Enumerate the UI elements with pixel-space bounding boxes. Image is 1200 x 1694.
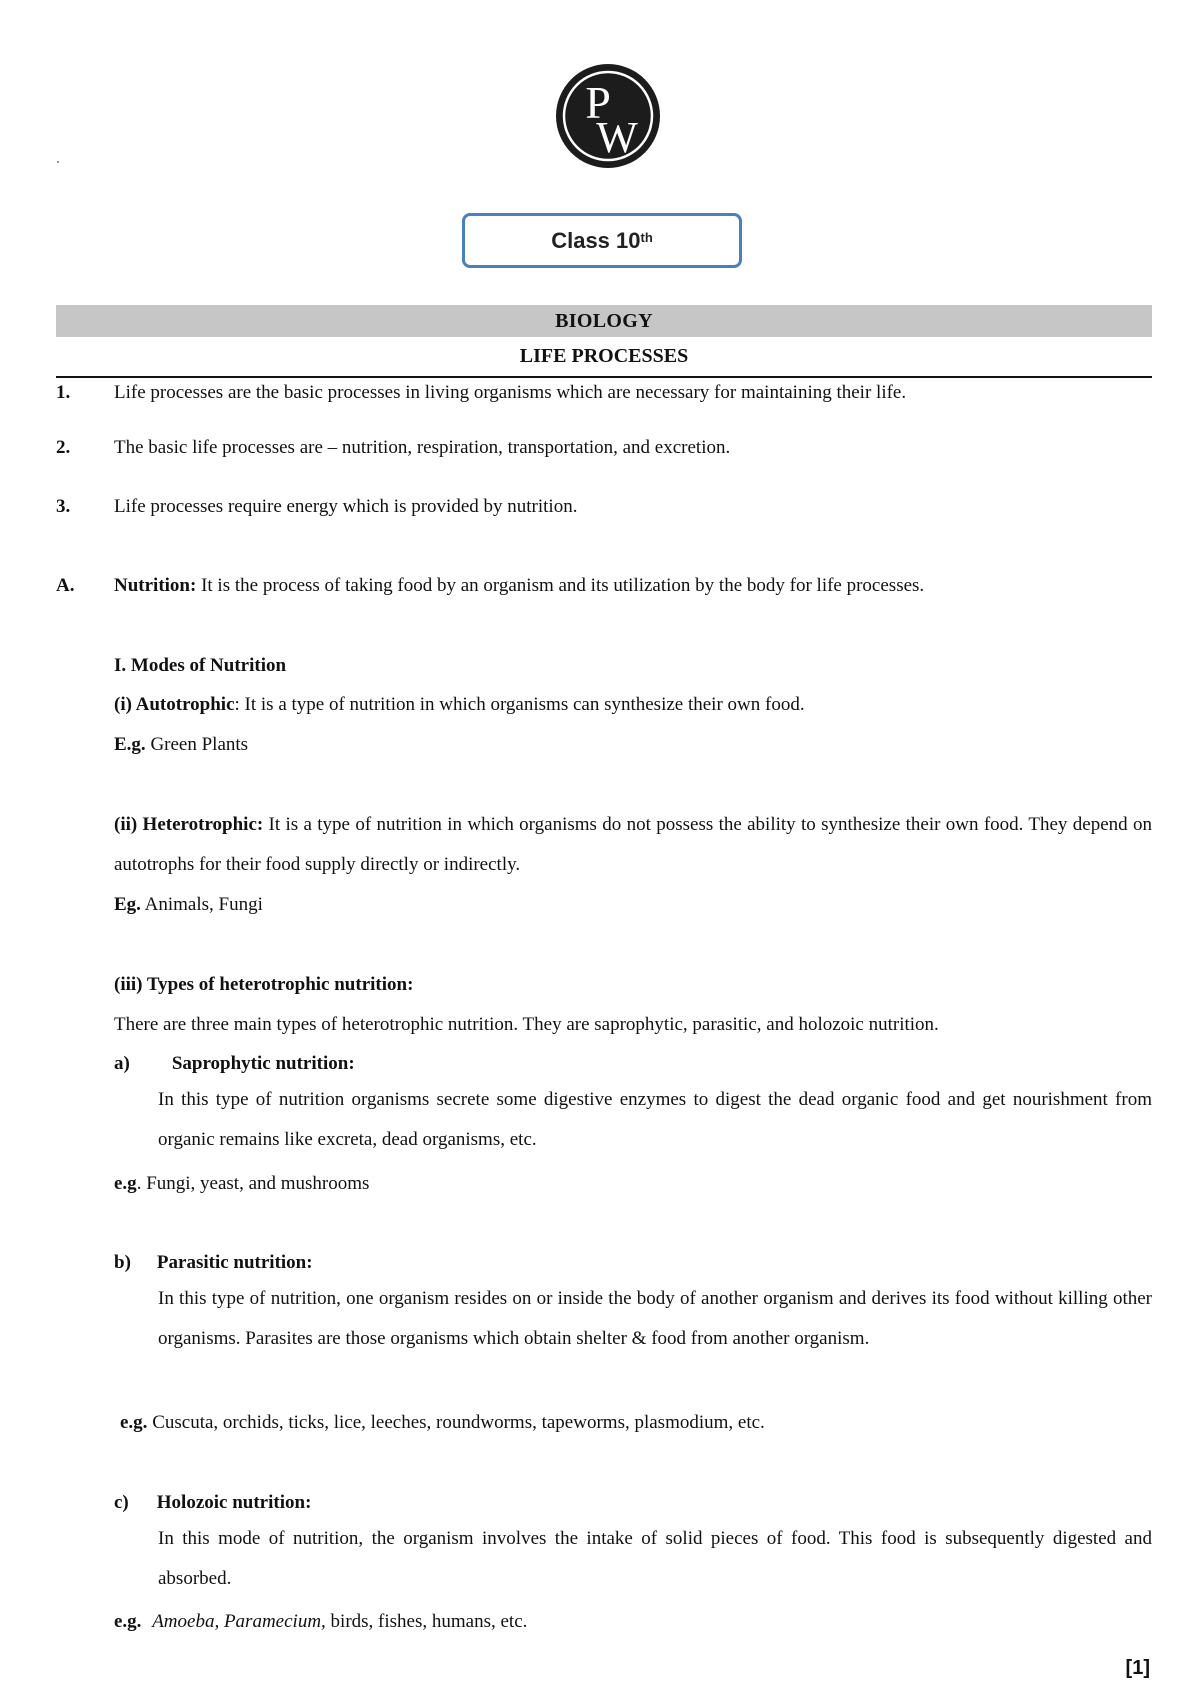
- example-italic: Amoeba, Paramecium,: [152, 1611, 326, 1632]
- list-number: 2.: [56, 437, 71, 458]
- chapter-title-text: LIFE PROCESSES: [519, 344, 689, 367]
- page-number: [1]: [1125, 1657, 1150, 1679]
- holozoic-text: In this mode of nutrition, the organism involves the intake of solid pieces of food. This food is subsequently digested and absorbed.: [158, 1528, 1152, 1589]
- class-label: Class 10: [551, 227, 641, 253]
- example-text: . Fungi, yeast, and mushrooms: [136, 1173, 370, 1194]
- heterotrophic-text: It is a type of nutrition in which organisms do not possess the ability to synthesize their own food. They depend on autotrophs for their food supply directly or indirectly.: [114, 814, 1152, 875]
- parasitic-example: [120, 1411, 1158, 1435]
- autotrophic-definition: [114, 693, 1152, 717]
- pw-logo: [555, 60, 661, 172]
- header-divider: [56, 376, 1152, 378]
- item-title: Saprophytic nutrition:: [171, 1053, 355, 1074]
- example-text: Green Plants: [145, 734, 249, 755]
- class-suffix: th: [640, 230, 653, 245]
- heterotrophic-label: (ii) Heterotrophic:: [114, 814, 264, 835]
- heterotrophic-definition: [114, 805, 1152, 885]
- types-intro: There are three main types of heterotrophic nutrition. They are saprophytic, parasitic, and holozoic nutrition.: [114, 1014, 939, 1035]
- saprophytic-text: In this type of nutrition organisms secrete some digestive enzymes to digest the dead organic food and get nourishment from organic remains like excreta, dead organisms, etc.: [158, 1089, 1152, 1150]
- example-label: e.g.: [120, 1412, 148, 1433]
- svg-text:P: P: [585, 77, 611, 128]
- holozoic-example: [114, 1610, 1152, 1634]
- subject-bar: [56, 305, 1152, 337]
- autotrophic-label: (i) Autotrophic: [114, 694, 235, 715]
- heterotrophic-example: [114, 893, 1152, 917]
- example-text: birds, fishes, humans, etc.: [325, 1611, 528, 1632]
- example-text: Animals, Fungi: [140, 894, 263, 915]
- stray-dot: [57, 161, 59, 163]
- holozoic-heading: [114, 1491, 1152, 1515]
- autotrophic-text: : It is a type of nutrition in which organisms can synthesize their own food.: [234, 694, 805, 715]
- autotrophic-example: [114, 733, 1152, 757]
- saprophytic-example: [114, 1172, 1152, 1196]
- item-marker: a): [114, 1053, 130, 1074]
- parasitic-text: In this type of nutrition, one organism resides on or inside the body of another organism and derives its food without killing other organisms. Parasites are those organisms which obtain shelter & food from another organism.: [158, 1288, 1152, 1349]
- example-label: e.g.: [114, 1611, 142, 1632]
- section-definition: It is the process of taking food by an organism and its utilization by the body for life processes.: [196, 575, 925, 596]
- example-text: Cuscuta, orchids, ticks, lice, leeches, roundworms, tapeworms, plasmodium, etc.: [147, 1412, 765, 1433]
- section-marker: A.: [56, 575, 75, 596]
- list-number: 1.: [56, 382, 71, 403]
- item-title: Parasitic nutrition:: [156, 1252, 313, 1273]
- list-text: Life processes require energy which is provided by nutrition.: [114, 496, 578, 517]
- list-text: Life processes are the basic processes in living organisms which are necessary for maintaining their life.: [114, 382, 907, 403]
- example-label: e.g: [114, 1173, 137, 1194]
- svg-text:W: W: [596, 113, 638, 162]
- list-text: The basic life processes are – nutrition, respiration, transportation, and excretion.: [114, 437, 731, 458]
- types-heading: (iii) Types of heterotrophic nutrition:: [114, 974, 414, 995]
- example-label: Eg.: [114, 894, 141, 915]
- example-label: E.g.: [114, 734, 146, 755]
- section-term: Nutrition:: [114, 575, 197, 596]
- chapter-title: [56, 338, 1152, 374]
- item-marker: c): [114, 1492, 129, 1513]
- saprophytic-heading: [114, 1052, 1152, 1076]
- parasitic-heading: [114, 1251, 1152, 1275]
- item-marker: b): [114, 1252, 131, 1273]
- list-number: 3.: [56, 496, 71, 517]
- item-title: Holozoic nutrition:: [156, 1492, 312, 1513]
- subject-title: BIOLOGY: [555, 309, 653, 332]
- class-badge: [462, 213, 742, 268]
- modes-heading: I. Modes of Nutrition: [114, 655, 287, 676]
